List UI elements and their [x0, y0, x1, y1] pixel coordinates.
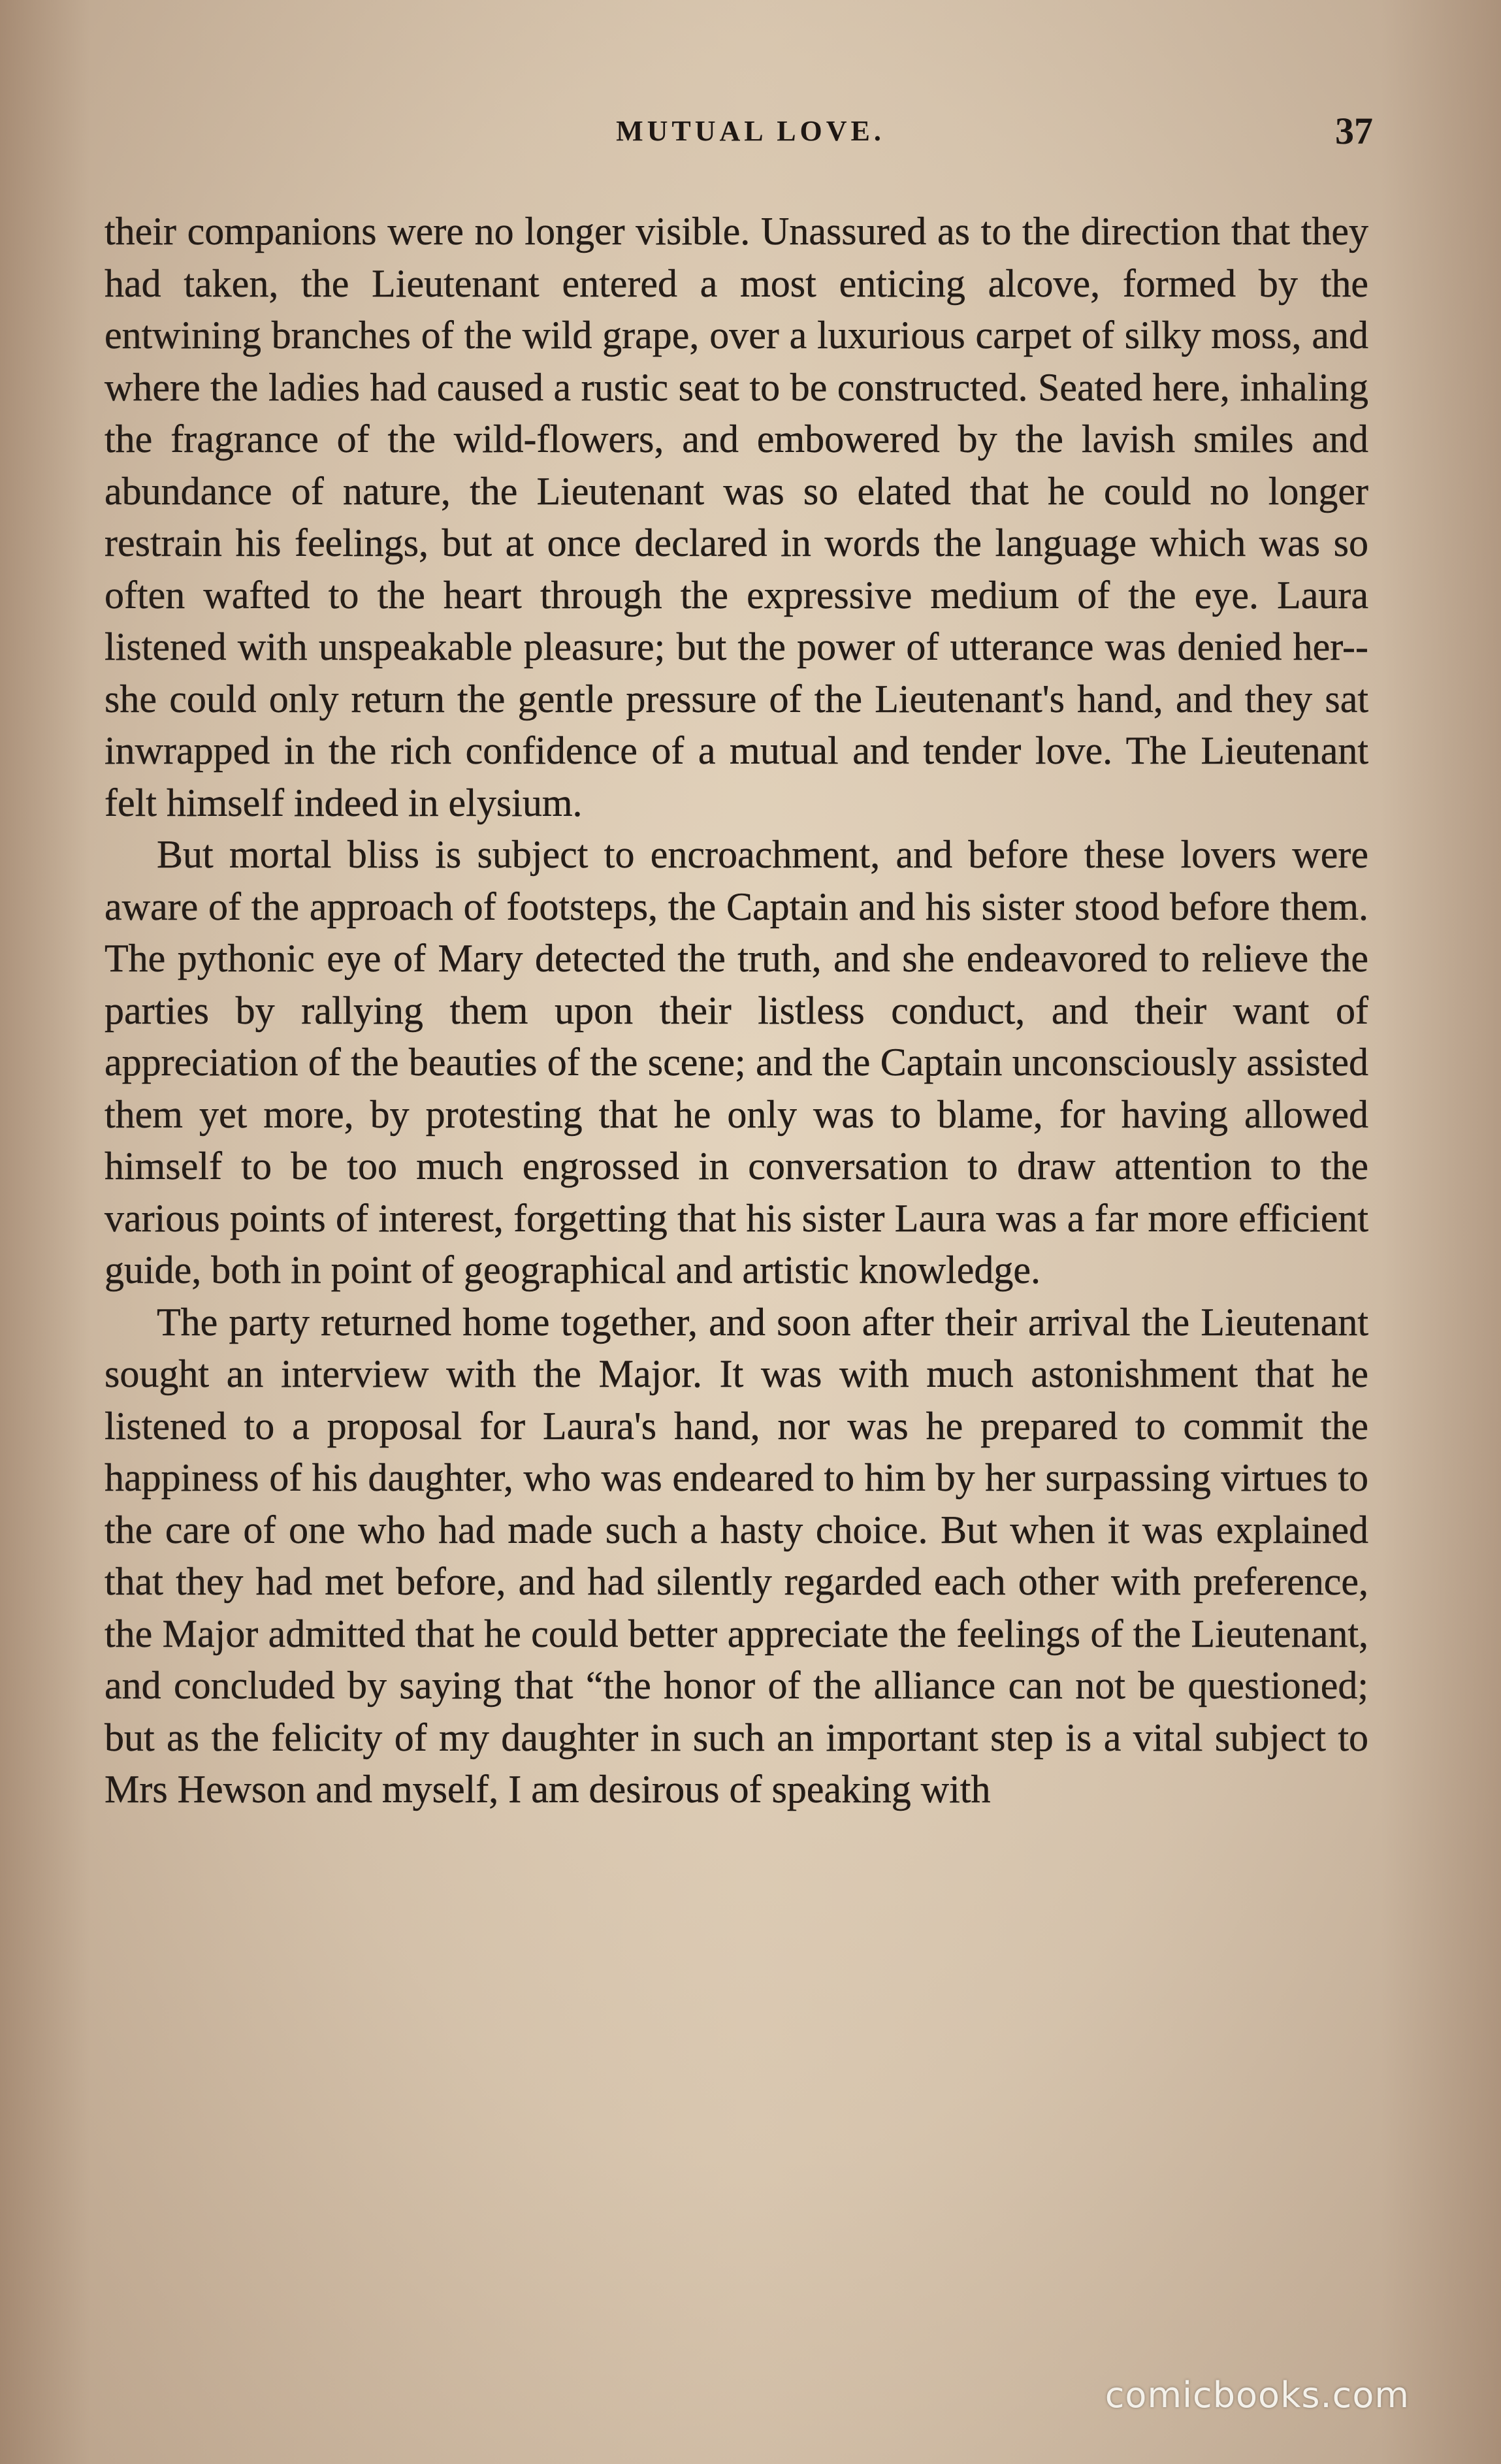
- running-head: [0, 110, 1501, 160]
- chapter-title: MUTUAL LOVE.: [616, 115, 885, 147]
- page-number: 37: [1335, 110, 1373, 152]
- watermark-text: comicbooks.com: [1105, 2375, 1410, 2416]
- paragraph-3: The party returned home together, and soon after their arrival the Lieutenant sought an interview with the Major. It was with much astonishment that he listened to a proposal for Laura's hand, nor was he prepared to commit the happiness of his daughter, who was endeared to him by her surpassing virtues to the care of one who had made such a hasty choice. But when it was explained that they had met before, and had silently regarded each other with preference, the Major admitted that he could better appreciate the feelings of the Lieutenant, and concluded by saying that “the honor of the alliance can not be questioned; but as the felicity of my daughter in such an important step is a vital subject to Mrs Hewson and myself, I am desirous of speaking with: [105, 1300, 1368, 1811]
- paragraph-1: their companions were no longer visible. Unassured as to the direction that they had taken, the Lieutenant entered a most enticing alcove, formed by the entwining branches of the wild grape, over a luxurious carpet of silky moss, and where the ladies had caused a rustic seat to be constructed. Seated here, inhaling the fragrance of the wild-flowers, and embowered by the lavish smiles and abundance of nature, the Lieutenant was so elated that he could no longer restrain his feelings, but at once declared in words the language which was so often wafted to the heart through the expressive medium of the eye. Laura listened with unspeakable pleasure; but the power of utterance was denied her--she could only return the gentle pressure of the Lieutenant's hand, and they sat inwrapped in the rich confidence of a mutual and tender love. The Lieutenant felt himself indeed in elysium.: [105, 210, 1368, 824]
- paragraph-2: But mortal bliss is subject to encroachment, and before these lovers were aware of the approach of footsteps, the Captain and his sister stood before them. The pythonic eye of Mary detected the truth, and she endeavored to relieve the parties by rallying them upon their listless conduct, and their want of appreciation of the beauties of the scene; and the Captain unconsciously assisted them yet more, by protesting that he only was to blame, for having allowed himself to be too much engrossed in conversation to draw attention to the various points of interest, forgetting that his sister Laura was a far more efficient guide, both in point of geographical and artistic knowledge.: [105, 833, 1368, 1291]
- body-text: [105, 206, 1368, 2335]
